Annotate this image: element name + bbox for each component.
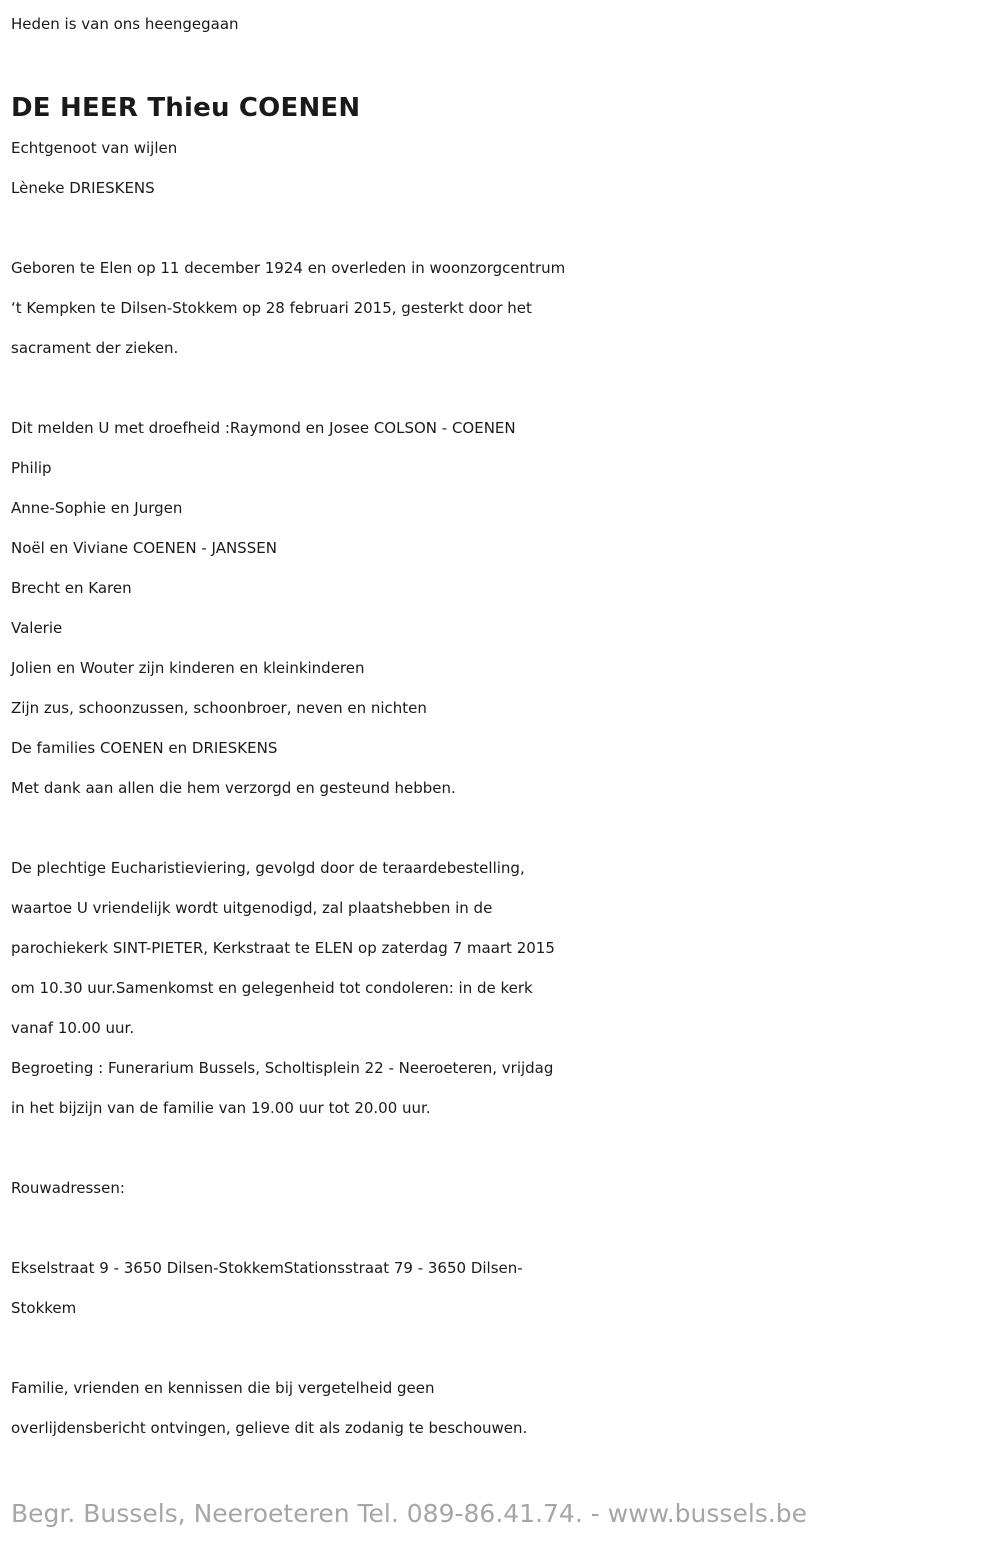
- ceremony-section: [11, 848, 991, 1128]
- family-line: Zijn zus, schoonzussen, schoonbroer, neven en nichten: [11, 699, 427, 717]
- birth-death-line-1: Geboren te Elen op 11 december 1924 en overleden in woonzorgcentrum: [11, 259, 566, 277]
- family-list: [11, 408, 991, 808]
- family-line: Dit melden U met droefheid :Raymond en Josee COLSON - COENEN: [11, 419, 516, 437]
- ceremony-line-5: vanaf 10.00 uur.: [11, 1019, 135, 1037]
- spacer: [11, 208, 991, 248]
- ceremony-line-7: in het bijzijn van de familie van 19.00 uur tot 20.00 uur.: [11, 1099, 431, 1117]
- spacer: [11, 808, 991, 848]
- birth-death-line-3: sacrament der zieken.: [11, 339, 179, 357]
- family-line: Philip: [11, 459, 52, 477]
- spacer: [11, 1328, 991, 1368]
- spacer: [11, 1128, 991, 1168]
- family-line: Noël en Viviane COENEN - JANSSEN: [11, 539, 277, 557]
- family-line: De families COENEN en DRIESKENS: [11, 739, 278, 757]
- ceremony-line-3: parochiekerk SINT-PIETER, Kerkstraat te ELEN op zaterdag 7 maart 2015: [11, 939, 555, 957]
- addresses-line-1: Ekselstraat 9 - 3650 Dilsen-StokkemStationsstraat 79 - 3650 Dilsen-: [11, 1259, 523, 1277]
- ceremony-line-1: De plechtige Eucharistieviering, gevolgd door de teraardebestelling,: [11, 859, 525, 877]
- birth-death-line-2: ‘t Kempken te Dilsen-Stokkem op 28 februari 2015, gesterkt door het: [11, 299, 532, 317]
- ceremony-line-4: om 10.30 uur.Samenkomst en gelegenheid tot condoleren: in de kerk: [11, 979, 533, 997]
- family-line: Jolien en Wouter zijn kinderen en kleinkinderen: [11, 659, 365, 677]
- family-line: Anne-Sophie en Jurgen: [11, 499, 183, 517]
- spouse-line-2: Lèneke DRIESKENS: [11, 179, 155, 197]
- funeral-home-footer: Begr. Bussels, Neeroeteren Tel. 089-86.41.74. - www.bussels.be: [11, 1499, 807, 1528]
- addresses-label: Rouwadressen:: [11, 1179, 125, 1197]
- spacer: [11, 1208, 991, 1248]
- spacer: [11, 368, 991, 408]
- family-line: Met dank aan allen die hem verzorgd en gesteund hebben.: [11, 779, 456, 797]
- notice-line-1: Familie, vrienden en kennissen die bij vergetelheid geen: [11, 1379, 435, 1397]
- ceremony-line-6: Begroeting : Funerarium Bussels, Scholtisplein 22 - Neeroeteren, vrijdag: [11, 1059, 554, 1077]
- intro-text: Heden is van ons heengegaan: [11, 15, 239, 33]
- notice-line-2: overlijdensbericht ontvingen, gelieve dit als zodanig te beschouwen.: [11, 1419, 528, 1437]
- addresses-line-2: Stokkem: [11, 1299, 77, 1317]
- obituary-notice: [11, 4, 991, 1448]
- deceased-name: DE HEER Thieu COENEN: [11, 93, 361, 123]
- family-line: Brecht en Karen: [11, 579, 132, 597]
- spouse-line-1: Echtgenoot van wijlen: [11, 139, 178, 157]
- family-line: Valerie: [11, 619, 63, 637]
- ceremony-line-2: waartoe U vriendelijk wordt uitgenodigd, zal plaatshebben in de: [11, 899, 493, 917]
